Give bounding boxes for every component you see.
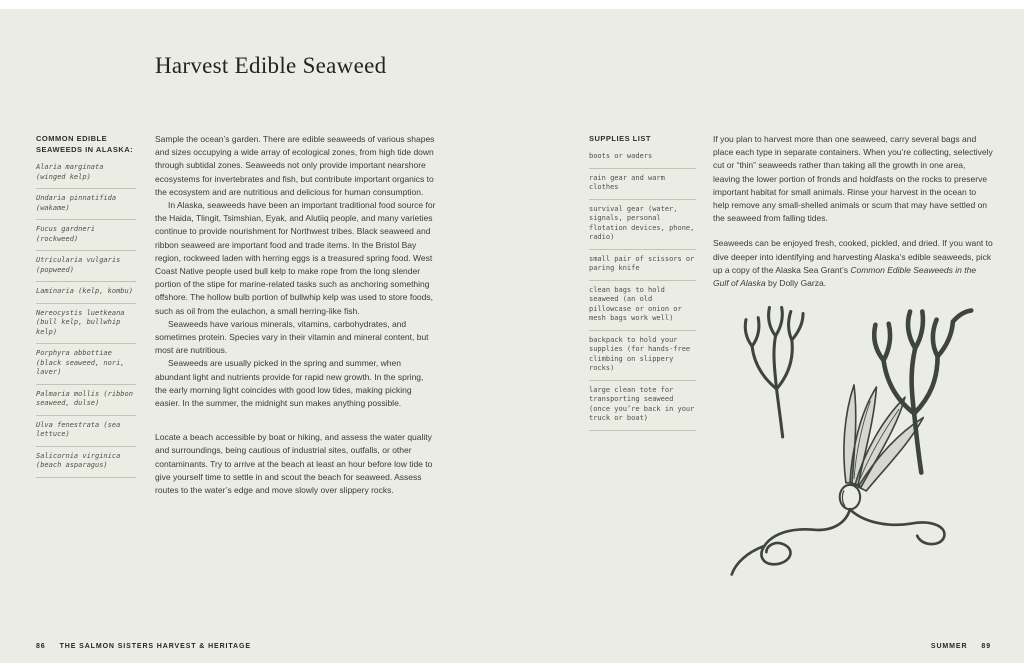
footer-book-title: THE SALMON SISTERS HARVEST & HERITAGE [59,643,251,650]
species-item: Ulva fenestrata (sea lettuce) [36,416,136,447]
page-background [0,9,1024,663]
right-text-column [713,133,993,290]
referenced-book-title: Common Edible Seaweeds in the Gulf of Alaska [713,264,977,289]
supply-item: survival gear (water, signals, personal flotation devices, phone, radio) [589,200,696,250]
body-paragraph: If you plan to harvest more than one seaweed, carry several bags and place each type in separate containers. When you’re collecting, selectively cut or “thin” seaweeds rather than taking all the growth in one area, leaving the lower portion of fronds and holdfasts on the rocks to preserve important habitat for small animals. Rinse your harvest in the ocean to help remove any small-shelled animals or scum that may have settled on the seaweed from falling tides. [713,134,993,224]
body-paragraph: Locate a beach accessible by boat or hiking, and assess the water quality and surroundings, being cautious of industrial sites, outfalls, or other contaminants. Try to arrive at the beach at least an hour before low tide to give yourself time to settle in and scout the beach for seaweed. Assess routes to the water’s edge and move slowly over slippery rocks. [155,432,433,496]
body-paragraph: Seaweeds have various minerals, vitamins, carbohydrates, and sometimes protein. Species vary in their vitamin and mineral content, but most are nutritious. [155,318,429,356]
species-item: Utricularia vulgaris (popweed) [36,251,136,282]
species-item: Porphyra abbottiae (black seaweed, nori, laver) [36,344,136,385]
body-paragraph: In Alaska, seaweeds have been an important traditional food source for the Haida, Tlingit, Tsimshian, Eyak, and Alutiiq people, and many varieties continue to provide nourishment for Northwest tribes. Black seaweed and ribbon seaweed are important food and trade items. In the Bristol Bay region, rockweed laden with herring eggs is a treasured spring food. West Coast Native people used bull kelp to make rope from the long slender portion of the stipe for marine-related tasks such as anchoring something offshore. The hollow bulb portion of bullwhip kelp was used to store foods, such as oil from the eulachon, a small herring-like fish. [155,200,436,316]
species-item: Alaria marginata (winged kelp) [36,158,136,189]
branching-seaweed-left [745,307,803,436]
seaweed-illustration-svg [695,297,1011,587]
seaweed-illustration [695,297,1011,587]
page-title: Harvest Edible Seaweed [155,53,387,78]
footer-left [36,643,251,650]
footer-page-number-left: 86 [36,643,46,650]
species-sidebar [36,133,136,478]
species-item: Palmaria mollis (ribbon seaweed, dulse) [36,385,136,416]
supply-item: backpack to hold your supplies (for hands-free climbing on slippery rocks) [589,331,696,381]
footer-section-label: SUMMER [930,643,968,650]
species-item: Laminaria (kelp, kombu) [36,282,136,304]
supplies-list-heading: SUPPLIES LIST [589,134,651,143]
bull-kelp-stipe [732,509,945,574]
species-item: Undaria pinnatifida (wakame) [36,189,136,220]
body-paragraph: Sample the ocean’s garden. There are edible seaweeds of various shapes and sizes occupying a wide array of ecological zones, from high tide down through subtidal zones. Seaweeds not only provide important nearshore ecosystems for invertebrates and fish, but contribute important organics to the ecosystem and are nutritious and delicious for human consumption. [155,134,435,197]
supplies-sidebar [589,133,696,431]
left-text-column [155,133,436,497]
footer-page-number-right: 89 [981,643,991,650]
body-paragraph [713,237,993,290]
footer-right [931,643,991,650]
supply-item: large clean tote for transporting seaweed (once you’re back in your truck or boat) [589,381,696,431]
body-paragraph: Seaweeds are usually picked in the spring and summer, when abundant light and nutrients provide for rapid new growth. In the spring, the early morning light coincides with good low tides, making picking easier. In the summer, the midnight sun makes anything possible. [155,358,424,409]
species-item: Fucus gardneri (rockweed) [36,220,136,251]
supply-item: clean bags to hold seaweed (an old pillowcase or onion or mesh bags work well) [589,281,696,331]
paragraph-text: by Dolly Garza. [765,278,827,289]
supply-item: rain gear and warm clothes [589,169,696,200]
species-item: Salicornia virginica (beach asparagus) [36,447,136,478]
species-list-heading: COMMON EDIBLE SEAWEEDS IN ALASKA: [36,134,134,154]
supply-item: boots or waders [589,147,696,169]
species-item: Nereocystis luetkeana (bull kelp, bullwhip kelp) [36,304,136,345]
paragraph-text: Seaweeds can be enjoyed fresh, cooked, pickled, and dried. If you want to dive deeper into identifying and harvesting Alaska’s edible seaweeds, pick up a copy of the Alaska Sea Grant’s [713,238,993,275]
bull-kelp-bulb [840,485,860,509]
supply-item: small pair of scissors or paring knife [589,250,696,281]
